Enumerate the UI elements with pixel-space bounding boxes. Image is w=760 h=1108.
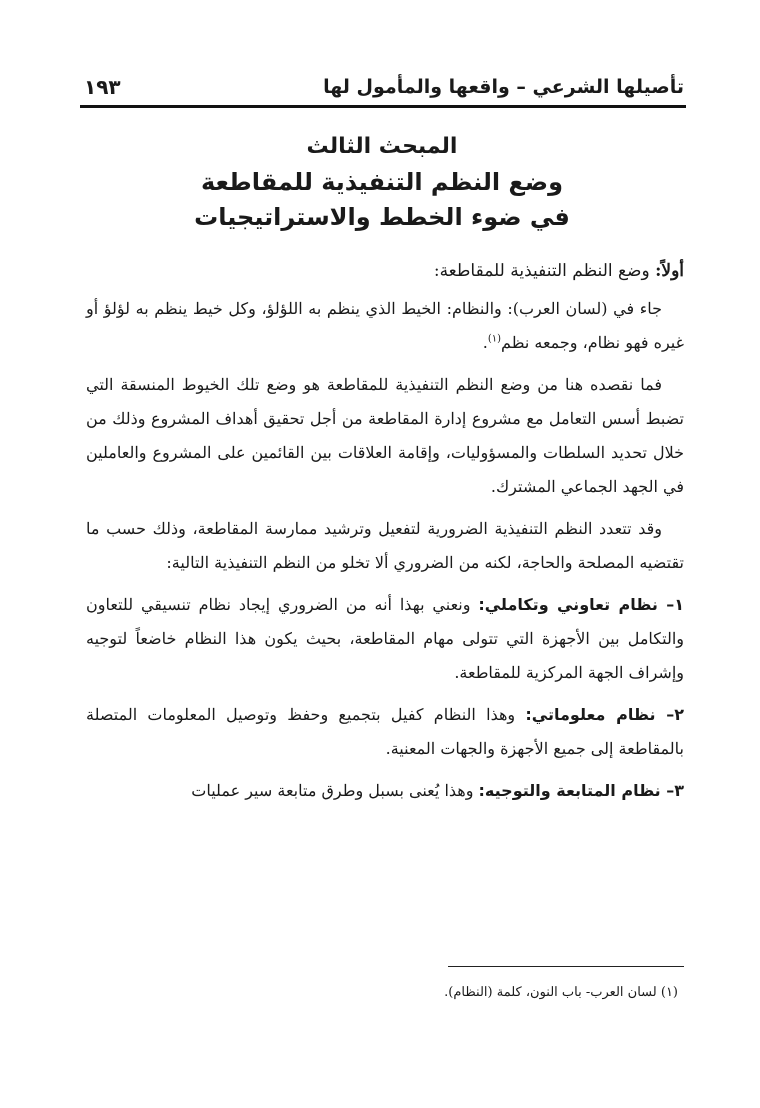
heading-line-3: في ضوء الخطط والاستراتيجيات — [194, 203, 570, 231]
list-item-2 — [86, 698, 684, 766]
list-item-1-label: ١– نظام تعاوني وتكاملي: — [478, 595, 685, 614]
subheading-lead: أولاً: — [655, 261, 684, 281]
subheading-rest: وضع النظم التنفيذية للمقاطعة: — [433, 261, 656, 281]
heading-line-2: وضع النظم التنفيذية للمقاطعة — [200, 168, 564, 196]
footnote-marker[interactable]: (١) — [487, 333, 502, 345]
paragraph-1-end: . — [482, 333, 488, 352]
header-rule — [80, 105, 686, 108]
footnote: (١) لسان العرب- باب النون، كلمة (النظام). — [444, 985, 678, 1000]
body-text — [86, 254, 684, 816]
page-number: ١٩٣ — [84, 75, 121, 99]
section-heading — [80, 130, 684, 235]
footnote-rule — [448, 966, 684, 967]
list-item-3-label: ٣– نظام المتابعة والتوجيه: — [478, 781, 684, 800]
list-item-3 — [86, 774, 684, 808]
list-item-3-text: وهذا يُعنى بسبل وطرق متابعة سير عمليات — [191, 781, 479, 800]
list-item-2-text: وهذا النظام كفيل بتجميع وحفظ وتوصيل المعلومات المتصلة بالمقاطعة إلى جميع الأجهزة والجهات المعنية. — [86, 705, 684, 758]
running-head — [84, 70, 684, 104]
paragraph-1-text: جاء في (لسان العرب): والنظام: الخيط الذي ينظم به اللؤلؤ، وكل خيط ينظم به لؤلؤ أو غيره فهو نظام، وجمعه نظم — [86, 299, 684, 352]
paragraph-2: فما نقصده هنا من وضع النظم التنفيذية للمقاطعة هو وضع تلك الخيوط المنسقة التي تضبط أسس التعامل مع مشروع إدارة المقاطعة من أجل تحقيق أهداف المشروع وذلك من خلال تحديد السلطات والمسؤوليات، وإقامة العلاقات بين القائمين على المشروع والعاملين في الجهد الجماعي المشترك. — [86, 375, 684, 496]
paragraph-3: وقد تتعدد النظم التنفيذية الضرورية لتفعيل وترشيد ممارسة المقاطعة، وذلك حسب ما تقتضيه المصلحة والحاجة، لكنه من الضروري ألا تخلو من النظم التنفيذية التالية: — [86, 519, 684, 572]
running-title: تأصيلها الشرعي – واقعها والمأمول لها — [323, 76, 684, 98]
paragraph-1 — [86, 292, 684, 360]
list-item-1-text: ونعني بهذا أنه من الضروري إيجاد نظام تنسيقي للتعاون والتكامل بين الأجهزة التي تتولى مهام المقاطعة، بحيث يكون هذا النظام خاضعاً لتوجيه وإشراف الجهة المركزية للمقاطعة. — [86, 595, 684, 682]
list-item-2-label: ٢– نظام معلوماتي: — [525, 705, 684, 724]
heading-line-1: المبحث الثالث — [306, 134, 458, 159]
list-item-1 — [86, 588, 684, 690]
subheading — [86, 254, 684, 288]
